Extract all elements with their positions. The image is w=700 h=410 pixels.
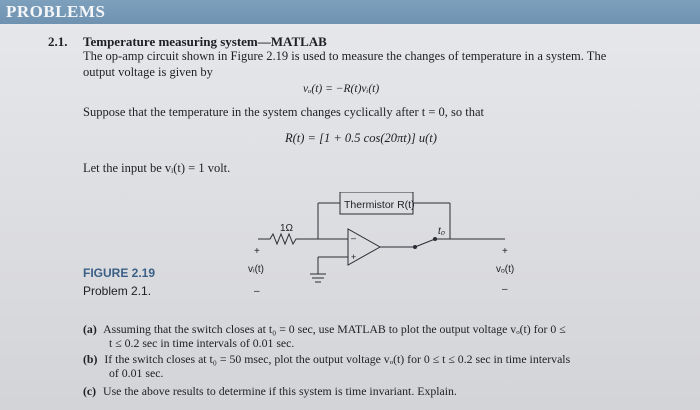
part-a-line-2: t ≤ 0.2 sec in time intervals of 0.01 sec. bbox=[109, 336, 295, 350]
problem-title: Temperature measuring system—MATLAB bbox=[83, 34, 327, 49]
circuit-diagram bbox=[240, 192, 530, 302]
part-c bbox=[83, 384, 643, 398]
output-plus: + bbox=[502, 246, 508, 257]
section-title: PROBLEMS bbox=[6, 2, 106, 21]
part-c-line-1: Use the above results to determine if this system is time invariant. Explain. bbox=[103, 384, 457, 398]
figure-caption: Problem 2.1. bbox=[83, 284, 152, 298]
input-minus: – bbox=[254, 286, 260, 297]
problem-number: 2.1. bbox=[48, 34, 68, 49]
intro-line-1: The op-amp circuit shown in Figure 2.19 is used to measure the changes of temperature in a system. The bbox=[83, 49, 607, 63]
intro-line-2: output voltage is given by bbox=[83, 65, 213, 79]
part-b-line-1: If the switch closes at t₀ = 50 msec, plot the output voltage vₒ(t) for 0 ≤ t ≤ 0.2 sec in time intervals bbox=[104, 352, 571, 366]
noninverting-terminal-sign: + bbox=[351, 252, 357, 262]
output-label: vₒ(t) bbox=[496, 264, 515, 275]
intro-paragraph bbox=[83, 48, 606, 80]
input-label: vᵢ(t) bbox=[248, 264, 265, 275]
figure-label: FIGURE 2.19 bbox=[83, 266, 156, 280]
input-plus: + bbox=[254, 246, 260, 257]
part-c-tag: (c) bbox=[83, 384, 97, 398]
equation-resistance: R(t) = [1 + 0.5 cos(20πt)] u(t) bbox=[285, 131, 437, 145]
resistor-symbol bbox=[258, 234, 348, 244]
part-a-tag: (a) bbox=[83, 322, 97, 336]
thermistor-label: Thermistor R(t) bbox=[344, 199, 415, 211]
section-banner bbox=[0, 0, 700, 24]
switch-label: t₀ bbox=[438, 226, 445, 237]
inverting-terminal-sign: – bbox=[351, 233, 357, 243]
part-b-line-2: of 0.01 sec. bbox=[109, 366, 164, 380]
part-b bbox=[83, 352, 643, 380]
input-sentence: Let the input be vᵢ(t) = 1 volt. bbox=[83, 161, 231, 175]
equation-output: vₒ(t) = −R(t)vᵢ(t) bbox=[303, 83, 380, 95]
output-minus: – bbox=[502, 284, 508, 295]
temperature-sentence: Suppose that the temperature in the system changes cyclically after t = 0, so that bbox=[83, 105, 485, 119]
resistor-label: 1Ω bbox=[280, 223, 294, 234]
part-a-line-1: Assuming that the switch closes at t₀ = 0 sec, use MATLAB to plot the output voltage vₒ(t) for 0 ≤ bbox=[103, 322, 566, 336]
part-b-tag: (b) bbox=[83, 352, 98, 366]
part-a bbox=[83, 322, 643, 350]
